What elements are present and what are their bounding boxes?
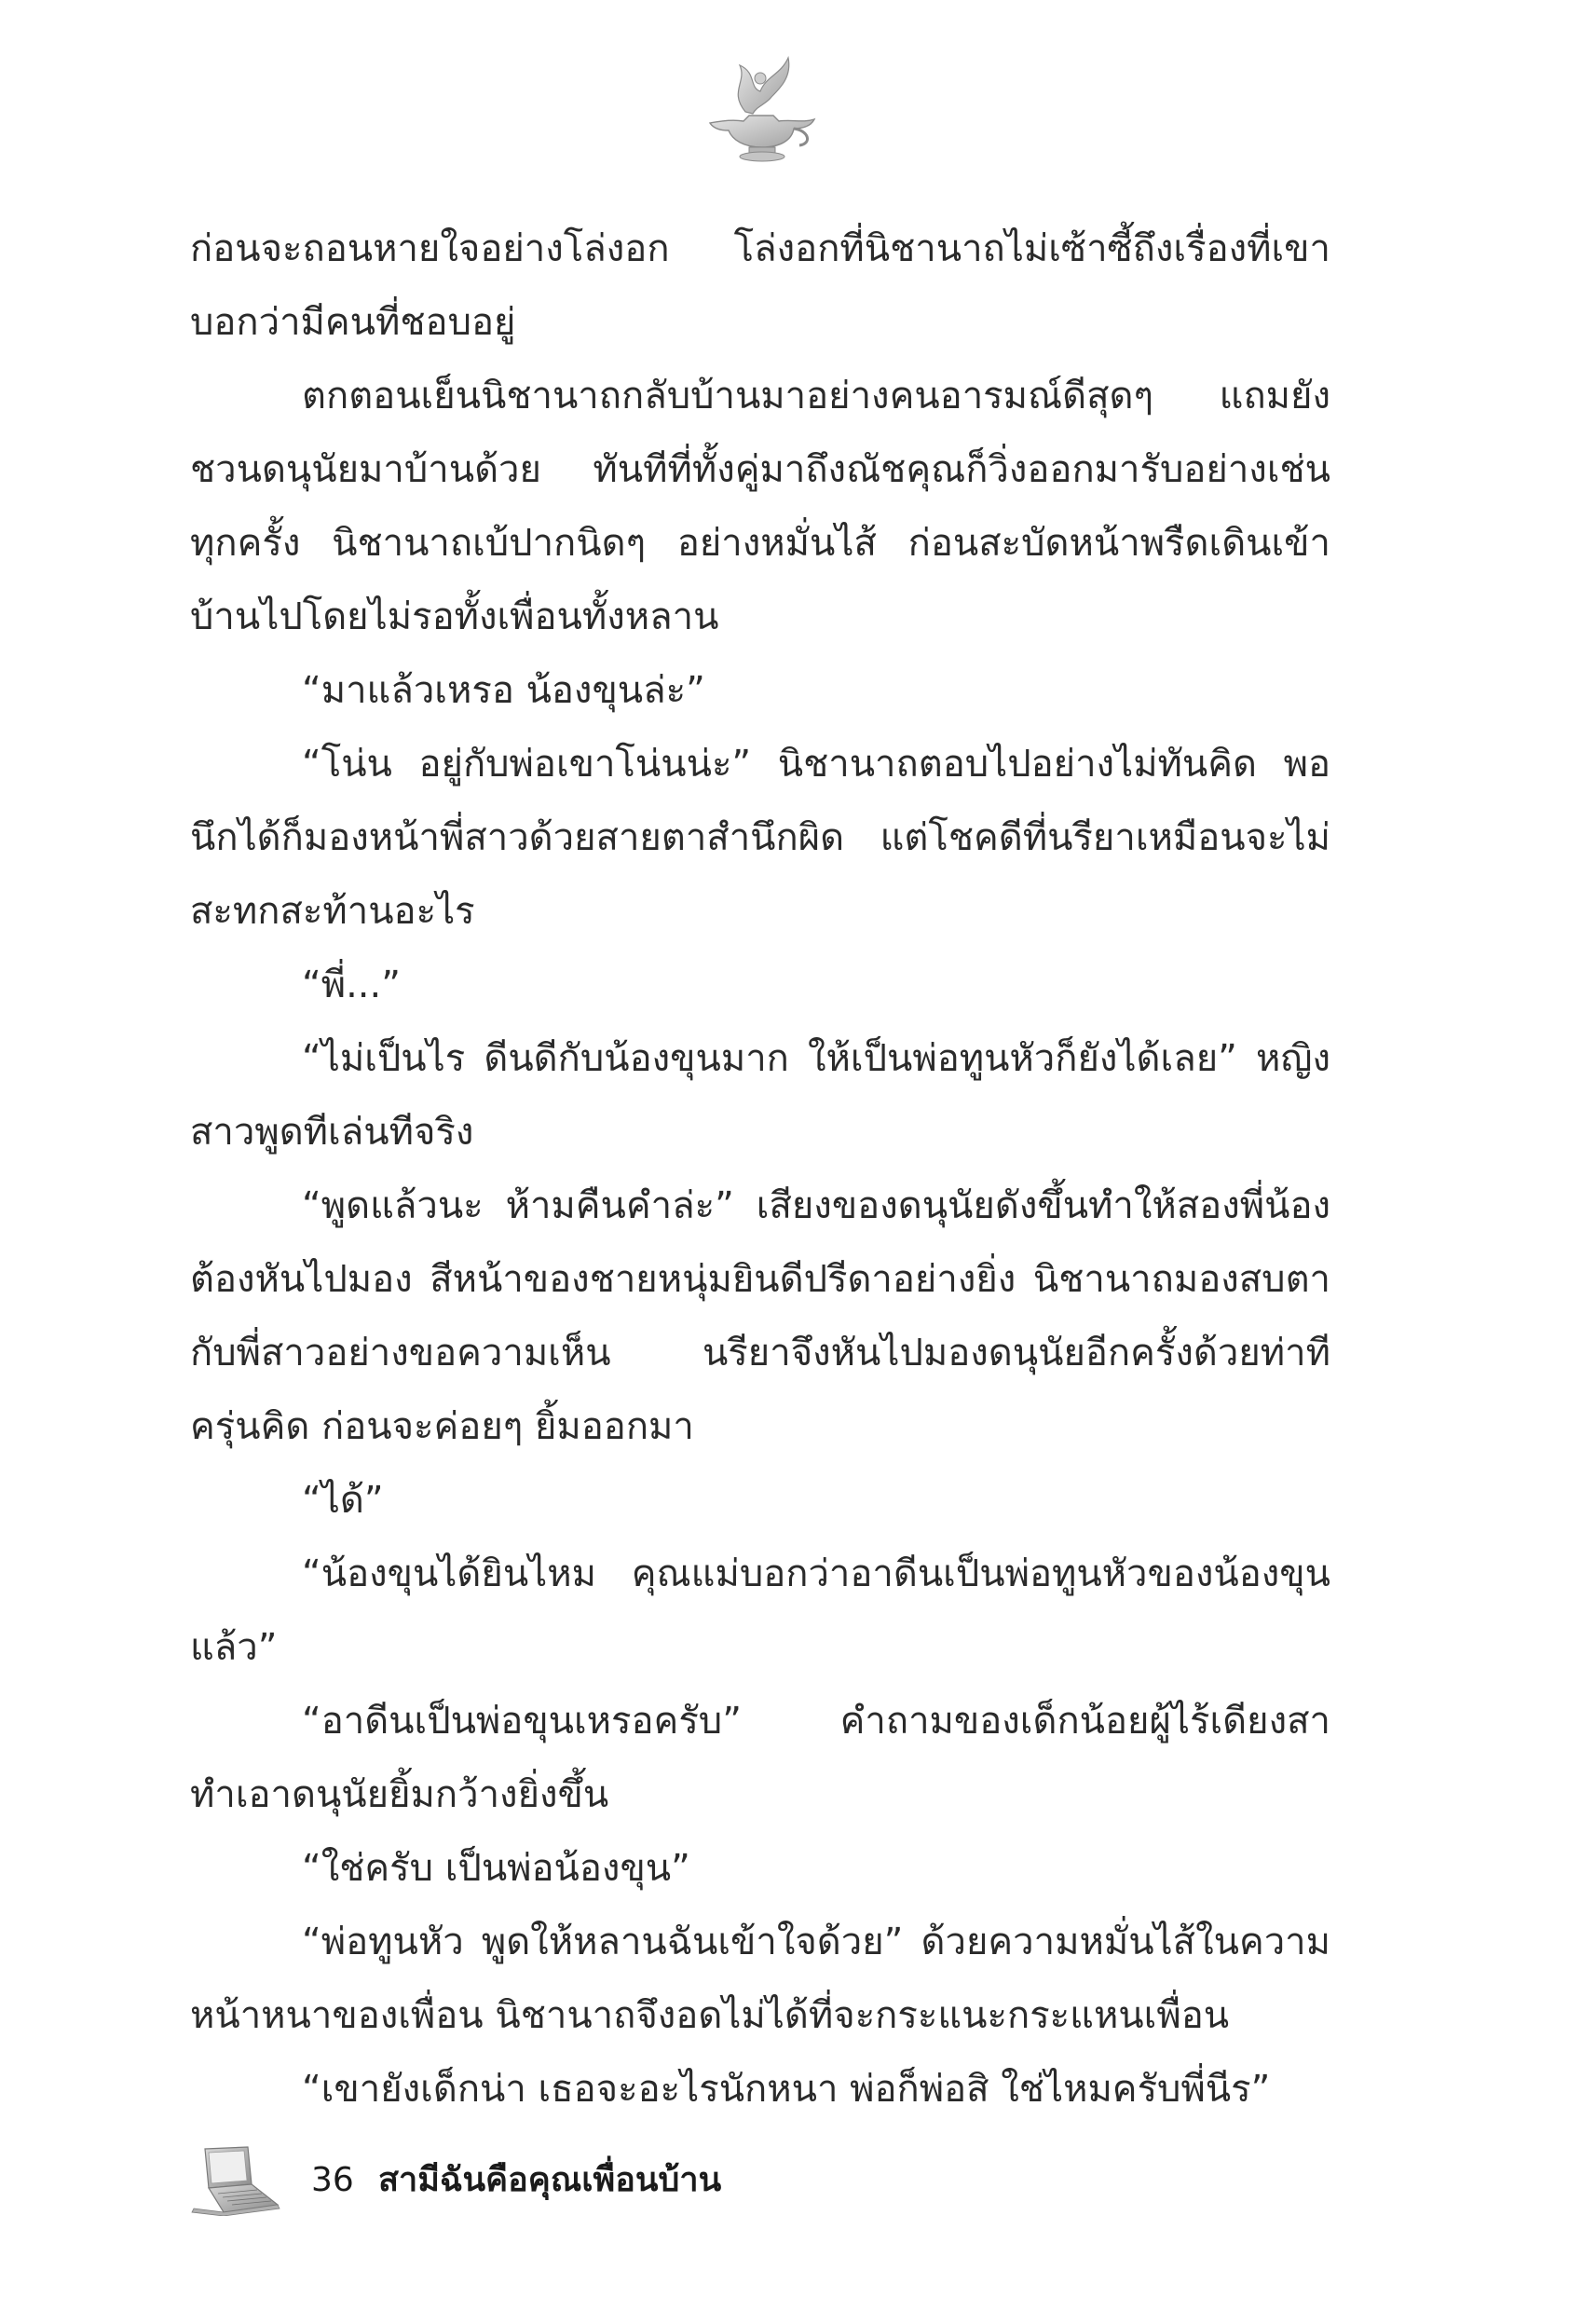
- paragraph: “อาดีนเป็นพ่อขุนเหรอครับ” คำถามของเด็กน้อยผู้ไร้เดียงสาทำเอาดนุนัยยิ้มกว้างยิ่งขึ้น: [190, 1700, 1330, 1816]
- laptop-icon: [190, 2143, 281, 2216]
- paragraph: “มาแล้วเหรอ น้องขุนล่ะ”: [302, 669, 705, 712]
- page-number: 36: [311, 2161, 354, 2199]
- book-title: สามีฉันคือคุณเพื่อนบ้าน: [378, 2161, 722, 2199]
- paragraph: “ไม่เป็นไร ดีนดีกับน้องขุนมาก ให้เป็นพ่อทูนหัวก็ยังได้เลย” หญิงสาวพูดทีเล่นทีจริง: [190, 1037, 1330, 1154]
- paragraph: “ได้”: [302, 1479, 384, 1522]
- paragraph: “เขายังเด็กน่า เธอจะอะไรนักหนา พ่อก็พ่อสิ ใช่ไหมครับพี่นีร”: [302, 2068, 1271, 2111]
- page-footer: [190, 2143, 1029, 2218]
- paragraph: “พี่...”: [302, 964, 401, 1006]
- paragraph: “โน่น อยู่กับพ่อเขาโน่นน่ะ” นิชานาถตอบไปอย่างไม่ทันคิด พอนึกได้ก็มองหน้าพี่สาวด้วยสายตาสำนึกผิด แต่โชคดีที่นรียาเหมือนจะไม่สะทกสะท้านอะไร: [190, 743, 1330, 933]
- paragraph: “พูดแล้วนะ ห้ามคืนคำล่ะ” เสียงของดนุนัยดังขึ้นทำให้สองพี่น้องต้องหันไปมอง สีหน้าของชายหนุ่มยินดีปรีดาอย่างยิ่ง นิชานาถมองสบตากับพี่สาวอย่างขอความเห็น นรียาจึงหันไปมองดนุนัยอีกครั้งด้วยท่าทีครุ่นคิด ก่อนจะค่อยๆ ยิ้มออกมา: [190, 1184, 1330, 1448]
- paragraph: ก่อนจะถอนหายใจอย่างโล่งอก โล่งอกที่นิชานาถไม่เซ้าซี้ถึงเรื่องที่เขาบอกว่ามีคนที่ชอบอยู่: [190, 227, 1330, 344]
- paragraph: “พ่อทูนหัว พูดให้หลานฉันเข้าใจด้วย” ด้วยความหมั่นไส้ในความหน้าหนาของเพื่อน นิชานาถจึงอดไม่ได้ที่จะกระแนะกระแหนเพื่อน: [190, 1921, 1330, 2037]
- paragraph: “ใช่ครับ เป็นพ่อน้องขุน”: [302, 1847, 690, 1890]
- paragraph: ตกตอนเย็นนิชานาถกลับบ้านมาอย่างคนอารมณ์ดีสุดๆ แถมยังชวนดนุนัยมาบ้านด้วย ทันทีที่ทั้งคู่มาถึงณัชคุณก็วิ่งออกมารับอย่างเช่นทุกครั้ง นิชานาถเบ้ปากนิดๆ อย่างหมั่นไส้ ก่อนสะบัดหน้าพรืดเดินเข้าบ้านไปโดยไม่รอทั้งเพื่อนทั้งหลาน: [190, 375, 1330, 638]
- paragraph: “น้องขุนได้ยินไหม คุณแม่บอกว่าอาดีนเป็นพ่อทูนหัวของน้องขุนแล้ว”: [190, 1552, 1330, 1669]
- chapter-body: [190, 212, 1330, 2126]
- magic-lamp-icon: [691, 54, 831, 166]
